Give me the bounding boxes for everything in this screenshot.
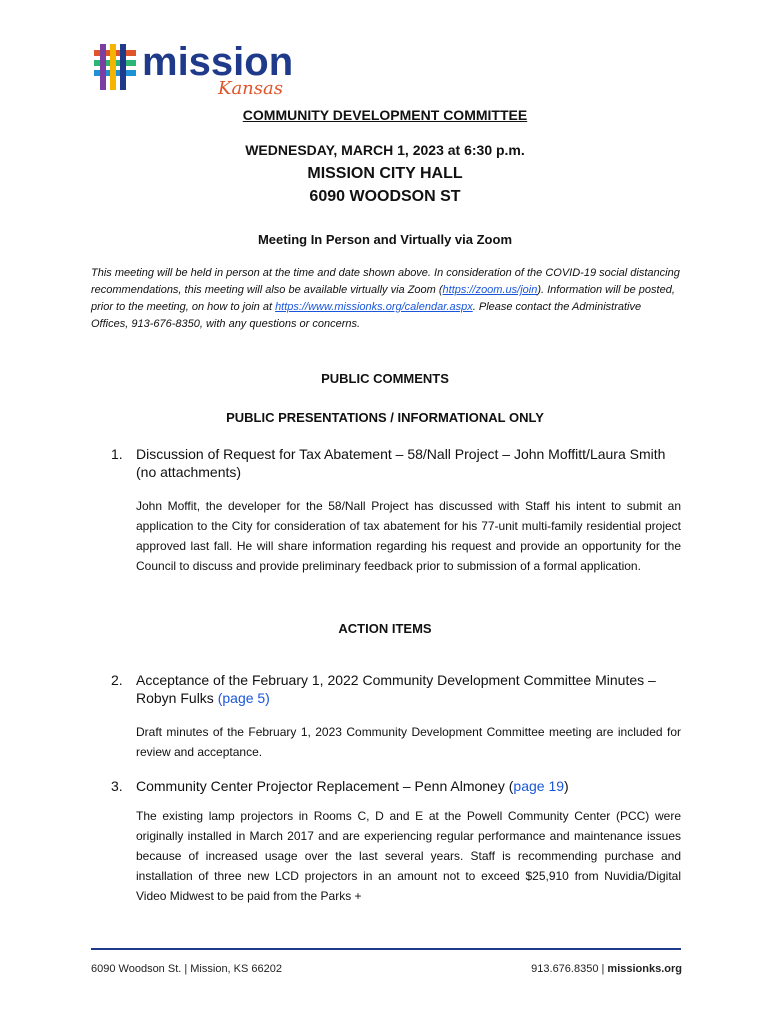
section-action-items: ACTION ITEMS bbox=[338, 621, 432, 636]
meeting-date: WEDNESDAY, MARCH 1, 2023 at 6:30 p.m. bbox=[245, 142, 525, 158]
item-number: 3. bbox=[111, 778, 123, 794]
calendar-link[interactable]: https://www.missionks.org/calendar.aspx bbox=[275, 301, 473, 313]
logo-wordmark: mission bbox=[142, 40, 294, 84]
notice-text: . Please contact the Administrative Offices, 913-676-8350, with any questions or concerns. bbox=[91, 301, 642, 330]
item-description: The existing lamp projectors in Rooms C, D and E at the Powell Community Center (PCC) were originally installed in March 2017 and are experiencing regular performance and maintenance issues because of increased usage over the last several years. Staff is recommending purchase and installation of three new LCD projectors in an amount not to exceed $25,910 from Nuvidia/Digital Video Midwest to be paid from the Parks + bbox=[136, 809, 681, 903]
page-link[interactable]: page 19 bbox=[513, 778, 565, 794]
footer-contact bbox=[531, 963, 682, 975]
meeting-location: MISSION CITY HALL bbox=[307, 165, 463, 182]
committee-title: COMMUNITY DEVELOPMENT COMMITTEE bbox=[242, 107, 528, 123]
section-public-comments: PUBLIC COMMENTS bbox=[321, 371, 449, 386]
item-title-end: ) bbox=[564, 778, 569, 794]
footer-address: 6090 Woodson St. | Mission, KS 66202 bbox=[91, 963, 282, 975]
meeting-notice bbox=[91, 265, 681, 333]
item-number: 2. bbox=[111, 672, 123, 688]
agenda-item bbox=[111, 671, 681, 707]
mission-logo bbox=[90, 42, 300, 106]
logo-mark-icon bbox=[90, 44, 140, 94]
agenda-item bbox=[111, 777, 681, 795]
zoom-link[interactable]: https://zoom.us/join bbox=[442, 284, 538, 296]
agenda-item bbox=[111, 445, 681, 481]
item-title: Discussion of Request for Tax Abatement – 58/Nall Project – John Moffitt/Laura Smith (no attachments) bbox=[136, 446, 666, 480]
meeting-address: 6090 WOODSON ST bbox=[309, 188, 461, 205]
item-number: 1. bbox=[111, 446, 123, 462]
item-title: Acceptance of the February 1, 2022 Community Development Committee Minutes – Robyn Fulks bbox=[136, 672, 656, 706]
item-title-wrap bbox=[136, 671, 681, 707]
item-title: Community Center Projector Replacement – Penn Almoney ( bbox=[136, 778, 514, 794]
logo-subtitle: Kansas bbox=[218, 78, 283, 99]
notice-text: ). Information will be posted, prior to the meeting, on how to join at bbox=[91, 284, 675, 313]
footer-phone: 913.676.8350 | bbox=[531, 963, 608, 975]
item-title-wrap bbox=[136, 777, 681, 795]
footer-website[interactable]: missionks.org bbox=[607, 963, 682, 975]
item-description: John Moffit, the developer for the 58/Nall Project has discussed with Staff his intent to submit an application to the City for consideration of tax abatement for his 77-unit multi-family residential project approved last fall. He will share information regarding his request and provide an opportunity for the Council to discuss and provide preliminary feedback prior to submission of a formal application. bbox=[136, 499, 681, 573]
notice-text: This meeting will be held in person at the time and date shown above. In consideration of the COVID-19 social distancing recommendations, this meeting will also be available virtually via Zoom ( bbox=[91, 267, 680, 296]
footer-divider bbox=[91, 948, 681, 950]
page-link[interactable]: (page 5) bbox=[217, 690, 270, 706]
section-presentations: PUBLIC PRESENTATIONS / INFORMATIONAL ONLY bbox=[226, 410, 544, 425]
meeting-mode: Meeting In Person and Virtually via Zoom bbox=[257, 232, 513, 247]
item-description: Draft minutes of the February 1, 2023 Community Development Committee meeting are included for review and acceptance. bbox=[136, 725, 681, 759]
